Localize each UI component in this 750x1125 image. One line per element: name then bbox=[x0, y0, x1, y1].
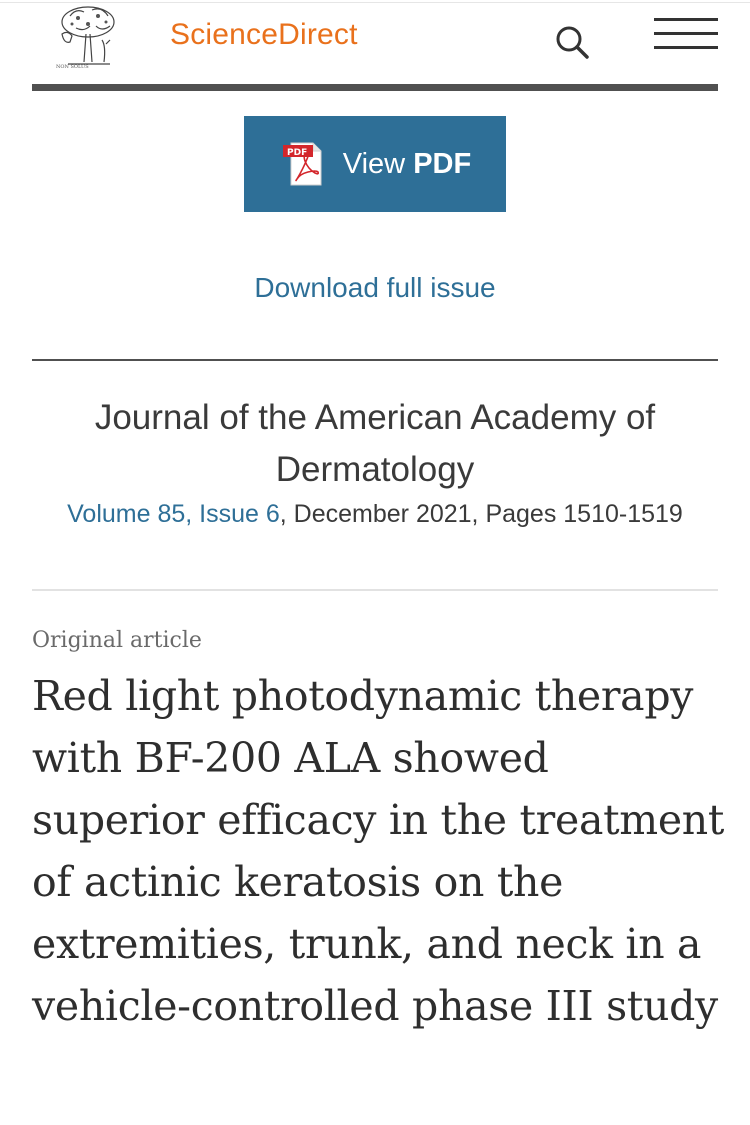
top-border bbox=[0, 2, 750, 3]
article-title: Red light photodynamic therapy with BF-200 ALA showed superior efficacy in the treatment of actinic keratosis on the extremities, trunk, and neck in a vehicle-controlled phase III study bbox=[32, 672, 725, 1030]
search-icon[interactable] bbox=[550, 20, 594, 64]
brand-name[interactable]: ScienceDirect bbox=[170, 18, 358, 51]
section-divider bbox=[32, 359, 718, 361]
hamburger-menu-icon[interactable] bbox=[650, 14, 720, 54]
svg-text:NON SOLUS: NON SOLUS bbox=[56, 64, 89, 70]
journal-title-link[interactable]: Journal of the American Academy of Dermatology bbox=[94, 398, 656, 489]
pdf-file-icon bbox=[279, 139, 329, 189]
section-divider-light bbox=[32, 589, 718, 591]
view-pdf-label bbox=[343, 148, 471, 181]
issue-info bbox=[0, 500, 750, 529]
date-pages: , December 2021, Pages 1510-1519 bbox=[279, 500, 683, 528]
app-header bbox=[0, 0, 750, 92]
elsevier-tree-logo-icon[interactable] bbox=[48, 4, 126, 70]
pdf-badge-label: PDF bbox=[286, 148, 308, 158]
view-pdf-bold: PDF bbox=[413, 147, 472, 180]
article-type-label: Original article bbox=[32, 628, 202, 653]
download-full-issue-link[interactable]: Download full issue bbox=[254, 272, 496, 303]
volume-issue-link[interactable]: Volume 85, Issue 6 bbox=[67, 500, 280, 528]
view-pdf-prefix: View bbox=[342, 147, 406, 180]
header-divider-bar bbox=[32, 84, 718, 91]
view-pdf-button[interactable] bbox=[244, 116, 506, 212]
